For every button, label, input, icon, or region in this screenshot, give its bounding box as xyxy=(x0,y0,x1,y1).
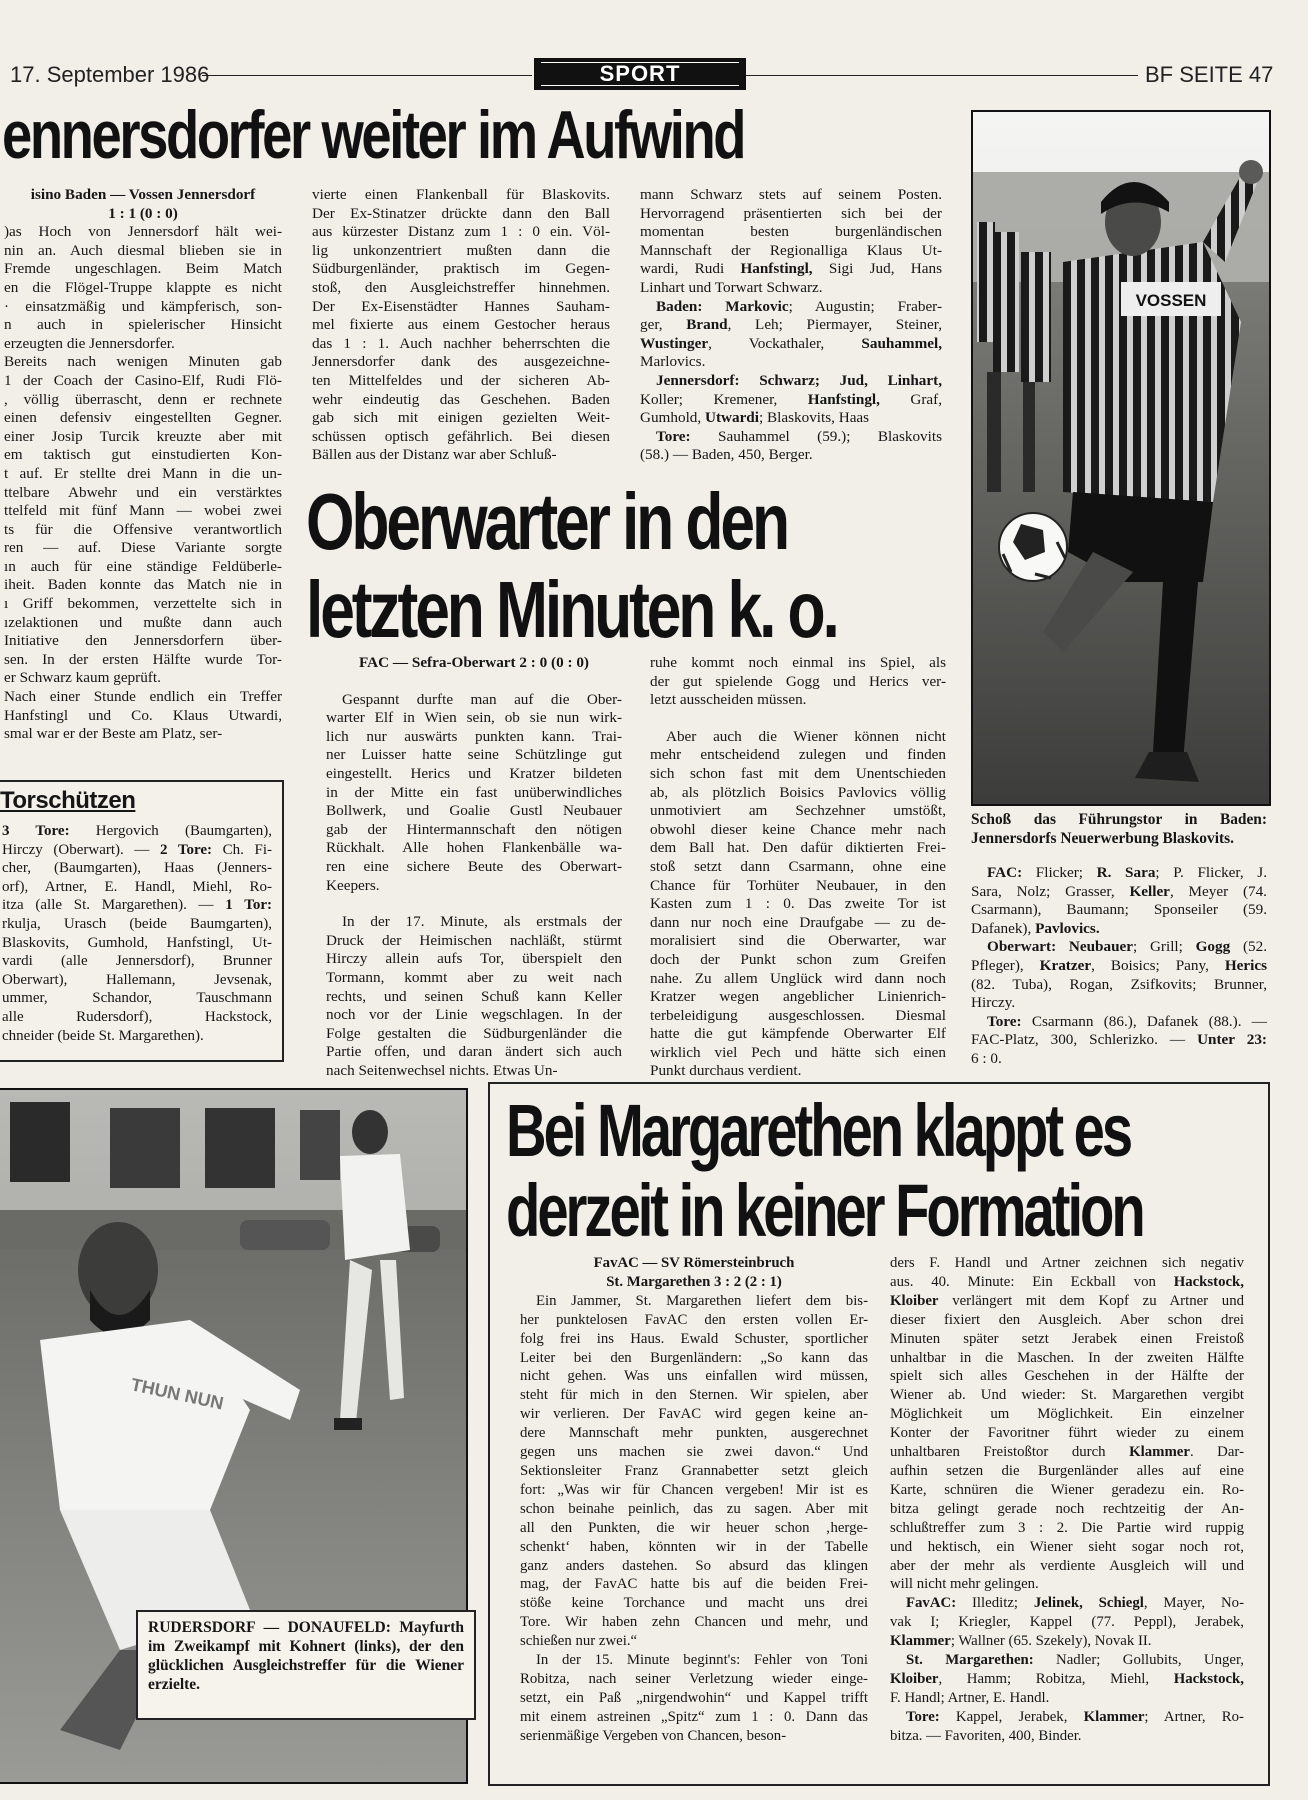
text-line: noch vor der Linie wegschlagen. In der xyxy=(326,1006,622,1024)
text-line: Csarmann), Baumann; Sponseiler (59. xyxy=(971,901,1267,919)
text-line: Marlovics. xyxy=(640,353,706,371)
text-line: Möglichkeit um Möglichkeit. Ein einzelner xyxy=(890,1406,1244,1423)
text-line: terbeleidigung ausgeschlossen. Diesmal xyxy=(650,1006,946,1024)
torschuetzen-box xyxy=(0,780,284,1062)
text-line: Hirczy. xyxy=(971,994,1016,1012)
text-line: Leiter bei den Burgenländern: „So kann das xyxy=(520,1349,868,1366)
text-line: Kloiber verlängert mit dem Kopf zu Artner und xyxy=(890,1292,1244,1309)
text-line: Kratzer wegen angeblicher Linienrich- xyxy=(650,988,946,1006)
text-line: chneider (beide St. Margarethen). xyxy=(2,1027,204,1044)
text-line: schon beinahe peinlich, das zu sagen. Aber mit xyxy=(520,1500,868,1517)
text-line: sen. In der ersten Hälfte wurde Tor- xyxy=(4,650,282,668)
text-line: 1 : 1 (0 : 0) xyxy=(108,204,178,222)
text-line: wirklich viel Pech und hätte sich einen xyxy=(650,1043,946,1061)
text-line: cher, (Baumgarten), Haas (Jenners- xyxy=(2,860,272,877)
text-line: Bereits nach wenigen Minuten gab xyxy=(4,353,282,371)
text-line: aber der mehr als verdiente Ausgleich will und xyxy=(890,1557,1244,1574)
text-line: smal war er der Beste am Platz, ser- xyxy=(4,725,223,743)
text-line: ders F. Handl und Artner zeichnen sich negativ xyxy=(890,1255,1244,1271)
text-line: serienmäßige Vergeben von Chancen, beson- xyxy=(520,1727,787,1744)
text-line: all den Punkten, die wir heuer schon ‚herge- xyxy=(520,1519,868,1536)
text-line: dann nur noch eine Draufgabe — zu de- xyxy=(650,913,946,931)
article1-col3 xyxy=(640,186,942,466)
text-line: Hirczy allein aufs Tor, überspielt den xyxy=(326,950,622,968)
article2-headline-line1: Oberwarter in den xyxy=(306,477,787,566)
text-line: FAC — Sefra-Oberwart 2 : 0 (0 : 0) xyxy=(359,654,589,671)
text-line: stöße keine Torchance und macht uns drei xyxy=(520,1595,868,1612)
article1-col2 xyxy=(312,186,610,466)
text-line: ruhe kommt noch einmal ins Spiel, als xyxy=(650,654,946,671)
text-line: vierte einen Flankenball für Blaskovits. xyxy=(312,186,610,203)
text-line: bitza gelingt gerade noch rechtzeitig der An- xyxy=(890,1500,1244,1517)
text-line: Chance für Torhüter Neubauer, in den xyxy=(650,876,946,894)
text-line: nach Seitenwechsel nichts. Etwas Un- xyxy=(326,1061,558,1079)
text-line: Bollwerk, und Goalie Gustl Neubauer xyxy=(326,802,622,820)
text-line: iheit. Baden konnte das Match nie in xyxy=(4,576,282,594)
text-line: Baden: Markovic; Augustin; Fraber- xyxy=(656,297,942,315)
text-line: Rückhalt. Alle hohen Flankenbälle wa- xyxy=(326,839,622,857)
text-line: folg frei ins Haus. Ewald Schuster, sportlicher xyxy=(520,1330,868,1347)
text-line: Jennersdorf: Schwarz; Jud, Linhart, xyxy=(656,371,942,389)
text-line: Keepers. xyxy=(326,876,380,894)
photo1-shirt-text: VOSSEN xyxy=(1135,291,1207,310)
photo-blaskovits xyxy=(971,110,1271,806)
text-line: aus kürzester Distanz zum 1 : 0 ein. Völ- xyxy=(312,223,610,241)
text-line: , völlig überrascht, denn er rechnete xyxy=(4,390,282,408)
text-line: ab, als plötzlich Boisics Pavlovics völlig xyxy=(650,783,946,801)
text-line: Klammer; Wallner (65. Szekely), Novak II. xyxy=(890,1633,1152,1650)
text-line: mehr entscheidend zulegen und finden xyxy=(650,746,946,764)
article2-col1 xyxy=(326,654,622,1079)
text-line: Folge gestalten die Südburgenländer die xyxy=(326,1024,622,1042)
text-line: aus. 40. Minute: Ein Eckball von Hackstock, xyxy=(890,1273,1244,1290)
text-line: ren eine sichere Beute des Oberwart- xyxy=(326,857,622,875)
text-line: ttelfeld mit fünf Mann — wobei zwei xyxy=(4,502,282,520)
text-line: hatte die gut kämpfende Oberwarter Elf xyxy=(650,1025,946,1043)
text-line: ren — auf. Diese Variante sorgte xyxy=(4,539,282,557)
text-line: rkulja, Urasch (beide Baumgarten), xyxy=(2,915,272,932)
text-line: 6 : 0. xyxy=(971,1049,1002,1067)
text-line: Blaskovits, Gumhold, Hanfstingl, Ut- xyxy=(2,934,272,951)
text-line: aufhin setzen die Burgenländer alles auf eine xyxy=(890,1462,1244,1479)
text-line: ts für die Offensive verantwortlich xyxy=(4,520,282,538)
text-line: In der 15. Minute beginnt's: Fehler von Toni xyxy=(536,1652,868,1669)
text-line: Wiener ab. Und wieder: St. Margarethen vergibt xyxy=(890,1387,1244,1404)
text-line: ızelaktionen und mußte dann auch xyxy=(4,613,282,631)
paragraph-gap xyxy=(650,710,946,728)
text-line: dem Ball hat. Den dafür diktierten Frei- xyxy=(650,839,946,857)
text-line: ı Griff bekommen, verzettelte sich in xyxy=(4,595,282,613)
text-line: ttelbare Abwehr und ein verstärktes xyxy=(4,483,282,501)
text-line: lich nur auswärts punkten kann. Trai- xyxy=(326,727,622,745)
text-line: unmotiviert am Sechzehner umstößt, xyxy=(650,802,946,820)
text-line: FavAC: Illeditz; Jelinek, Schiegl, Mayer, No- xyxy=(906,1595,1244,1612)
text-line: isino Baden — Vossen Jennersdorf xyxy=(30,186,256,203)
text-line: Partie offen, und daran ändert sich auch xyxy=(326,1043,622,1061)
text-line: wehr eindeutig das Geschehen. Baden xyxy=(312,390,610,408)
header-page-number: BF SEITE 47 xyxy=(1145,62,1274,87)
text-line: Bällen aus der Distanz war aber Schluß- xyxy=(312,446,557,464)
article3-headline-line2: derzeit in keiner Formation xyxy=(506,1169,1143,1252)
text-line: 3 Tore: Hergovich (Baumgarten), xyxy=(2,823,272,839)
text-line: steht für mich in den Sternen. Wir spielen, aber xyxy=(520,1387,868,1404)
text-line: Robitza, nach seiner Verletzung wieder einge- xyxy=(520,1670,868,1687)
paragraph-gap xyxy=(326,895,622,913)
text-line: · einsatzmäßig und kämpferisch, son- xyxy=(4,297,282,315)
text-line: F. Handl; Artner, E. Handl. xyxy=(890,1689,1050,1706)
text-line: unhaltbar in die Maschen. In der zweiten Hälfte xyxy=(890,1349,1244,1366)
text-line: lig unkonzentriert mußten dann die xyxy=(312,241,610,259)
text-line: obwohl dieser keine Chance mehr nach xyxy=(650,820,946,838)
text-line: momentan besten burgenländischen xyxy=(640,223,942,241)
text-line: Der Ex-Stinatzer drückte dann den Ball xyxy=(312,204,610,222)
header-rule-right xyxy=(746,75,1138,76)
text-line: ner Luisser hatte seine Schützlinge gut xyxy=(326,746,622,764)
text-line: itza (alle St. Margarethen). — 1 Tor: xyxy=(2,897,272,914)
text-line: Initiative den Jennersdorfern über- xyxy=(4,632,282,650)
text-line: schenkt‘ haben, könnten wir in der Tabelle xyxy=(520,1538,868,1555)
section-label: SPORT xyxy=(534,58,746,90)
text-line: (58.) — Baden, 450, Berger. xyxy=(640,446,813,464)
text-line: St. Margarethen 3 : 2 (2 : 1) xyxy=(606,1273,782,1290)
text-line: orf), Artner, E. Handl, Miehl, Ro- xyxy=(2,878,272,895)
text-line: ger, Brand, Leh; Piermayer, Steiner, xyxy=(640,316,942,334)
text-line: Punkt durchaus verdient. xyxy=(650,1062,802,1080)
text-line: nicht gehen. Was uns einfallen wird müssen, xyxy=(520,1368,868,1385)
text-line: stoß, den Ausgleichstreffer hinnehmen. xyxy=(312,278,610,296)
text-line: will nicht mehr gelingen. xyxy=(890,1576,1039,1593)
text-line: Mannschaft der Regionalliga Klaus Ut- xyxy=(640,241,942,259)
photo1-caption: Schoß das Führungstor in Baden: Jennersdorfs Neuerwerbung Blaskovits. xyxy=(971,811,1267,847)
text-line: Minuten später setzt Jerabek einen Freistoß xyxy=(890,1330,1244,1347)
text-line: em taktisch gut einstudierten Kon- xyxy=(4,446,282,464)
text-line: St. Margarethen: Nadler; Gollubits, Unger, xyxy=(906,1652,1244,1669)
text-line: setzt, ein Paß „nirgendwohin“ und Kappel trifft xyxy=(520,1689,868,1706)
text-line: der gut spielende Gogg und Herics ver- xyxy=(650,672,946,690)
text-line: Hirczy (Oberwart). — 2 Tore: Ch. Fi- xyxy=(2,841,272,858)
text-line: wardi, Rudi Hanfstingl, Sigi Jud, Hans xyxy=(640,260,942,278)
text-line: nin an. Auch diesmal blieben sie in xyxy=(4,241,282,259)
text-line: 1 der Coach der Casino-Elf, Rudi Flö- xyxy=(4,371,282,389)
text-line: in der Mitte ein fast unüberwindliches xyxy=(326,783,622,801)
text-line: (82. Tuba), Rogan, Zsifkovits; Brunner, xyxy=(971,975,1267,993)
text-line: FAC: Flicker; R. Sara; P. Flicker, J. xyxy=(987,864,1267,881)
text-line: warter Elf in Wien sein, ob sie nun wirk- xyxy=(326,709,622,727)
text-line: Tormann, kommt aber zu weit nach xyxy=(326,968,622,986)
text-line: en die Flögel-Truppe klappte es nicht xyxy=(4,278,282,296)
text-line: Wustinger, Vockathaler, Sauhammel, xyxy=(640,334,942,352)
text-line: ın auch für eine ständige Feldüberle- xyxy=(4,557,282,575)
torschuetzen-list xyxy=(2,822,272,1054)
text-line: mit einem astreinen „Spitz“ zum 1 : 0. Dann das xyxy=(520,1708,868,1725)
text-line: her punktelosen FavAC den ersten vollen Er- xyxy=(520,1311,868,1328)
torschuetzen-title: Torschützen xyxy=(0,787,136,814)
text-line: Aber auch die Wiener können nicht xyxy=(666,727,946,745)
text-line: unhaltbaren Freistoßtor durch Klammer. Dar- xyxy=(890,1444,1244,1461)
text-line: Tore: Kappel, Jerabek, Klammer; Artner, Ro- xyxy=(906,1708,1244,1725)
text-line: schießen nur zwei.“ xyxy=(520,1633,638,1650)
text-line: Dafanek), Pavlovics. xyxy=(971,919,1100,937)
text-line: Jennersdorfer dank des ausgezeichne- xyxy=(312,353,610,371)
text-line: Fremde ungeschlagen. Beim Match xyxy=(4,260,282,278)
text-line: Tore: Sauhammel (59.); Blaskovits xyxy=(656,427,942,445)
text-line: In der 17. Minute, als erstmals der xyxy=(342,913,622,931)
text-line: fort: „Was wir für Chancen vergeben! Mir ist es xyxy=(520,1481,868,1498)
photo-blaskovits-image xyxy=(973,112,1269,804)
text-line: Kasten zum 1 : 0. Das zweite Tor ist xyxy=(650,895,946,913)
text-line: ganz anders dastehen. So absurd das klingen xyxy=(520,1557,868,1574)
text-line: Hervorragend präsentierten sich bei der xyxy=(640,204,942,222)
text-line: rechts, und seinen Schuß kann Keller xyxy=(326,987,622,1005)
text-line: ten Mittelfeldes und der sicheren Ab- xyxy=(312,371,610,389)
paragraph-gap xyxy=(326,673,622,691)
text-line: Gumhold, Utwardi; Blaskovits, Haas xyxy=(640,409,870,427)
text-line: dieser fixiert den Ausgleich. Aber schon drei xyxy=(890,1311,1244,1328)
text-line: Sara, Nolz; Grasser, Keller, Meyer (74. xyxy=(971,882,1267,900)
text-line: schlußtreffer zum 3 : 2. Die Partie wird ruppig xyxy=(890,1519,1244,1536)
photo2-caption: RUDERSDORF — DONAUFELD: Mayfurth im Zweikampf mit Kohnert (links), der den glücklichen Ausgleichstreffer für die Wiener erzielte. xyxy=(136,1610,476,1720)
text-line: Kloiber, Hamm; Robitza, Miehl, Hackstock, xyxy=(890,1670,1244,1687)
text-line: alle Rudersdorf), Hackstock, xyxy=(2,1008,272,1025)
article1-col1 xyxy=(4,186,282,766)
text-line: einer Josip Turcik kreuzte aber mit xyxy=(4,427,282,445)
text-line: Gespannt durfte man auf die Ober- xyxy=(342,690,622,708)
text-line: vak I; Kriegler, Kappel (77. Peppl), Jerabek, xyxy=(890,1614,1244,1631)
text-line: letzt ausscheiden müssen. xyxy=(650,691,807,709)
text-line: wir verlieren. Der FavAC wird gegen keine an- xyxy=(520,1406,868,1423)
article3-headline-line1: Bei Margarethen klappt es xyxy=(506,1089,1131,1172)
fac-lineup xyxy=(971,864,1267,1069)
text-line: Druck der Heimischen nachläßt, stürmt xyxy=(326,931,622,949)
text-line: Oberwart), Hallemann, Jevsenak, xyxy=(2,971,272,988)
text-line: FAC-Platz, 300, Schlerizko. — Unter 23: xyxy=(971,1031,1267,1049)
article2-col2 xyxy=(650,654,946,1080)
text-line: sich schon fast mit dem Unentschieden xyxy=(650,764,946,782)
text-line: ummer, Schandor, Tauschmann xyxy=(2,990,272,1007)
text-line: )as Hoch von Jennersdorf hält wei- xyxy=(4,223,282,241)
text-line: erzeugten die Jennersdorfer. xyxy=(4,334,175,352)
header-date: 17. September 1986 xyxy=(10,62,210,87)
text-line: das 1 : 1. Auch nachher beherrschten die xyxy=(312,334,610,352)
text-line: Pfleger), Kratzer, Boisics; Pany, Herics xyxy=(971,956,1267,974)
text-line: moralisiert sind die Oberwarter, war xyxy=(650,932,946,950)
article1-headline: ennersdorfer weiter im Aufwind xyxy=(2,97,745,173)
text-line: Hanfstingl und Co. Klaus Utwardi, xyxy=(4,706,282,724)
text-line: stoß setzt dann Csarmann, ohne eine xyxy=(650,857,946,875)
text-line: Ein Jammer, St. Margarethen liefert dem bis- xyxy=(536,1292,868,1309)
header-rule-left xyxy=(202,75,532,76)
text-line: Südburgenländer, praktisch im Gegen- xyxy=(312,260,610,278)
text-line: Sektionsleiter Franz Grannabetter setzt gleich xyxy=(520,1462,868,1479)
text-line: doch der Punkt schon zum Greifen xyxy=(650,950,946,968)
text-line: bitza. — Favoriten, 400, Binder. xyxy=(890,1727,1082,1744)
text-line: gab der Hintermannschaft den nötigen xyxy=(326,820,622,838)
text-line: mann Schwarz stets auf seinem Posten. xyxy=(640,186,942,203)
text-line: FavAC — SV Römersteinbruch xyxy=(593,1255,795,1271)
text-line: gab sich mit einigen gezielten Weit- xyxy=(312,409,610,427)
text-line: er Schwarz kaum geprüft. xyxy=(4,669,161,687)
text-line: gegen uns machen sie zwei davon.“ Und xyxy=(520,1444,868,1461)
text-line: einen defensiv eingestellten Gegner. xyxy=(4,409,282,427)
article2-headline-line2: letzten Minuten k. o. xyxy=(306,565,837,654)
text-line: nahe. Zu allem Unglück wird dann noch xyxy=(650,969,946,987)
text-line: Karte, schnüren die Wiener geradezu ein. Ro- xyxy=(890,1481,1244,1498)
text-line: dere Mannschaft mehr punkten, ausgerechnet xyxy=(520,1425,868,1442)
text-line: spielt sich alles Geschehen in der Hälfte der xyxy=(890,1368,1244,1385)
text-line: mel fixierte aus einem Gestocher heraus xyxy=(312,316,610,334)
photo2-shirt-text: THUN NUN xyxy=(129,1374,226,1414)
text-line: und hektisch, ein Wiener sieht sogar noch rot, xyxy=(890,1538,1244,1555)
text-line: vardi (alle Jennersdorf), Brunner xyxy=(2,953,272,970)
text-line: schüssen optisch gefährlich. Bei diesen xyxy=(312,427,610,445)
text-line: t auf. Er stellte drei Mann in die un- xyxy=(4,464,282,482)
text-line: Tore. Wir haben zehn Chancen und mehr, und xyxy=(520,1614,868,1631)
text-line: Der Ex-Eisenstädter Hannes Sauham- xyxy=(312,297,610,315)
text-line: Konter der Favoritner führt wieder zu einem xyxy=(890,1425,1244,1442)
article3-col2 xyxy=(890,1254,1244,1764)
text-line: Koller; Kremener, Hanfstingl, Graf, xyxy=(640,390,943,408)
text-line: n auch in spielerischer Hinsicht xyxy=(4,316,282,334)
text-line: Linhart und Torwart Schwarz. xyxy=(640,278,823,296)
text-line: Tore: Csarmann (86.), Dafanek (88.). — xyxy=(987,1012,1267,1030)
article3-col1 xyxy=(520,1254,868,1764)
text-line: Oberwart: Neubauer; Grill; Gogg (52. xyxy=(987,938,1267,956)
text-line: eingestellt. Herics und Kratzer bildeten xyxy=(326,764,622,782)
text-line: Nach einer Stunde endlich ein Treffer xyxy=(4,688,282,706)
text-line: mag, der FavAC hatte bis auf die beiden Frei- xyxy=(520,1576,868,1593)
